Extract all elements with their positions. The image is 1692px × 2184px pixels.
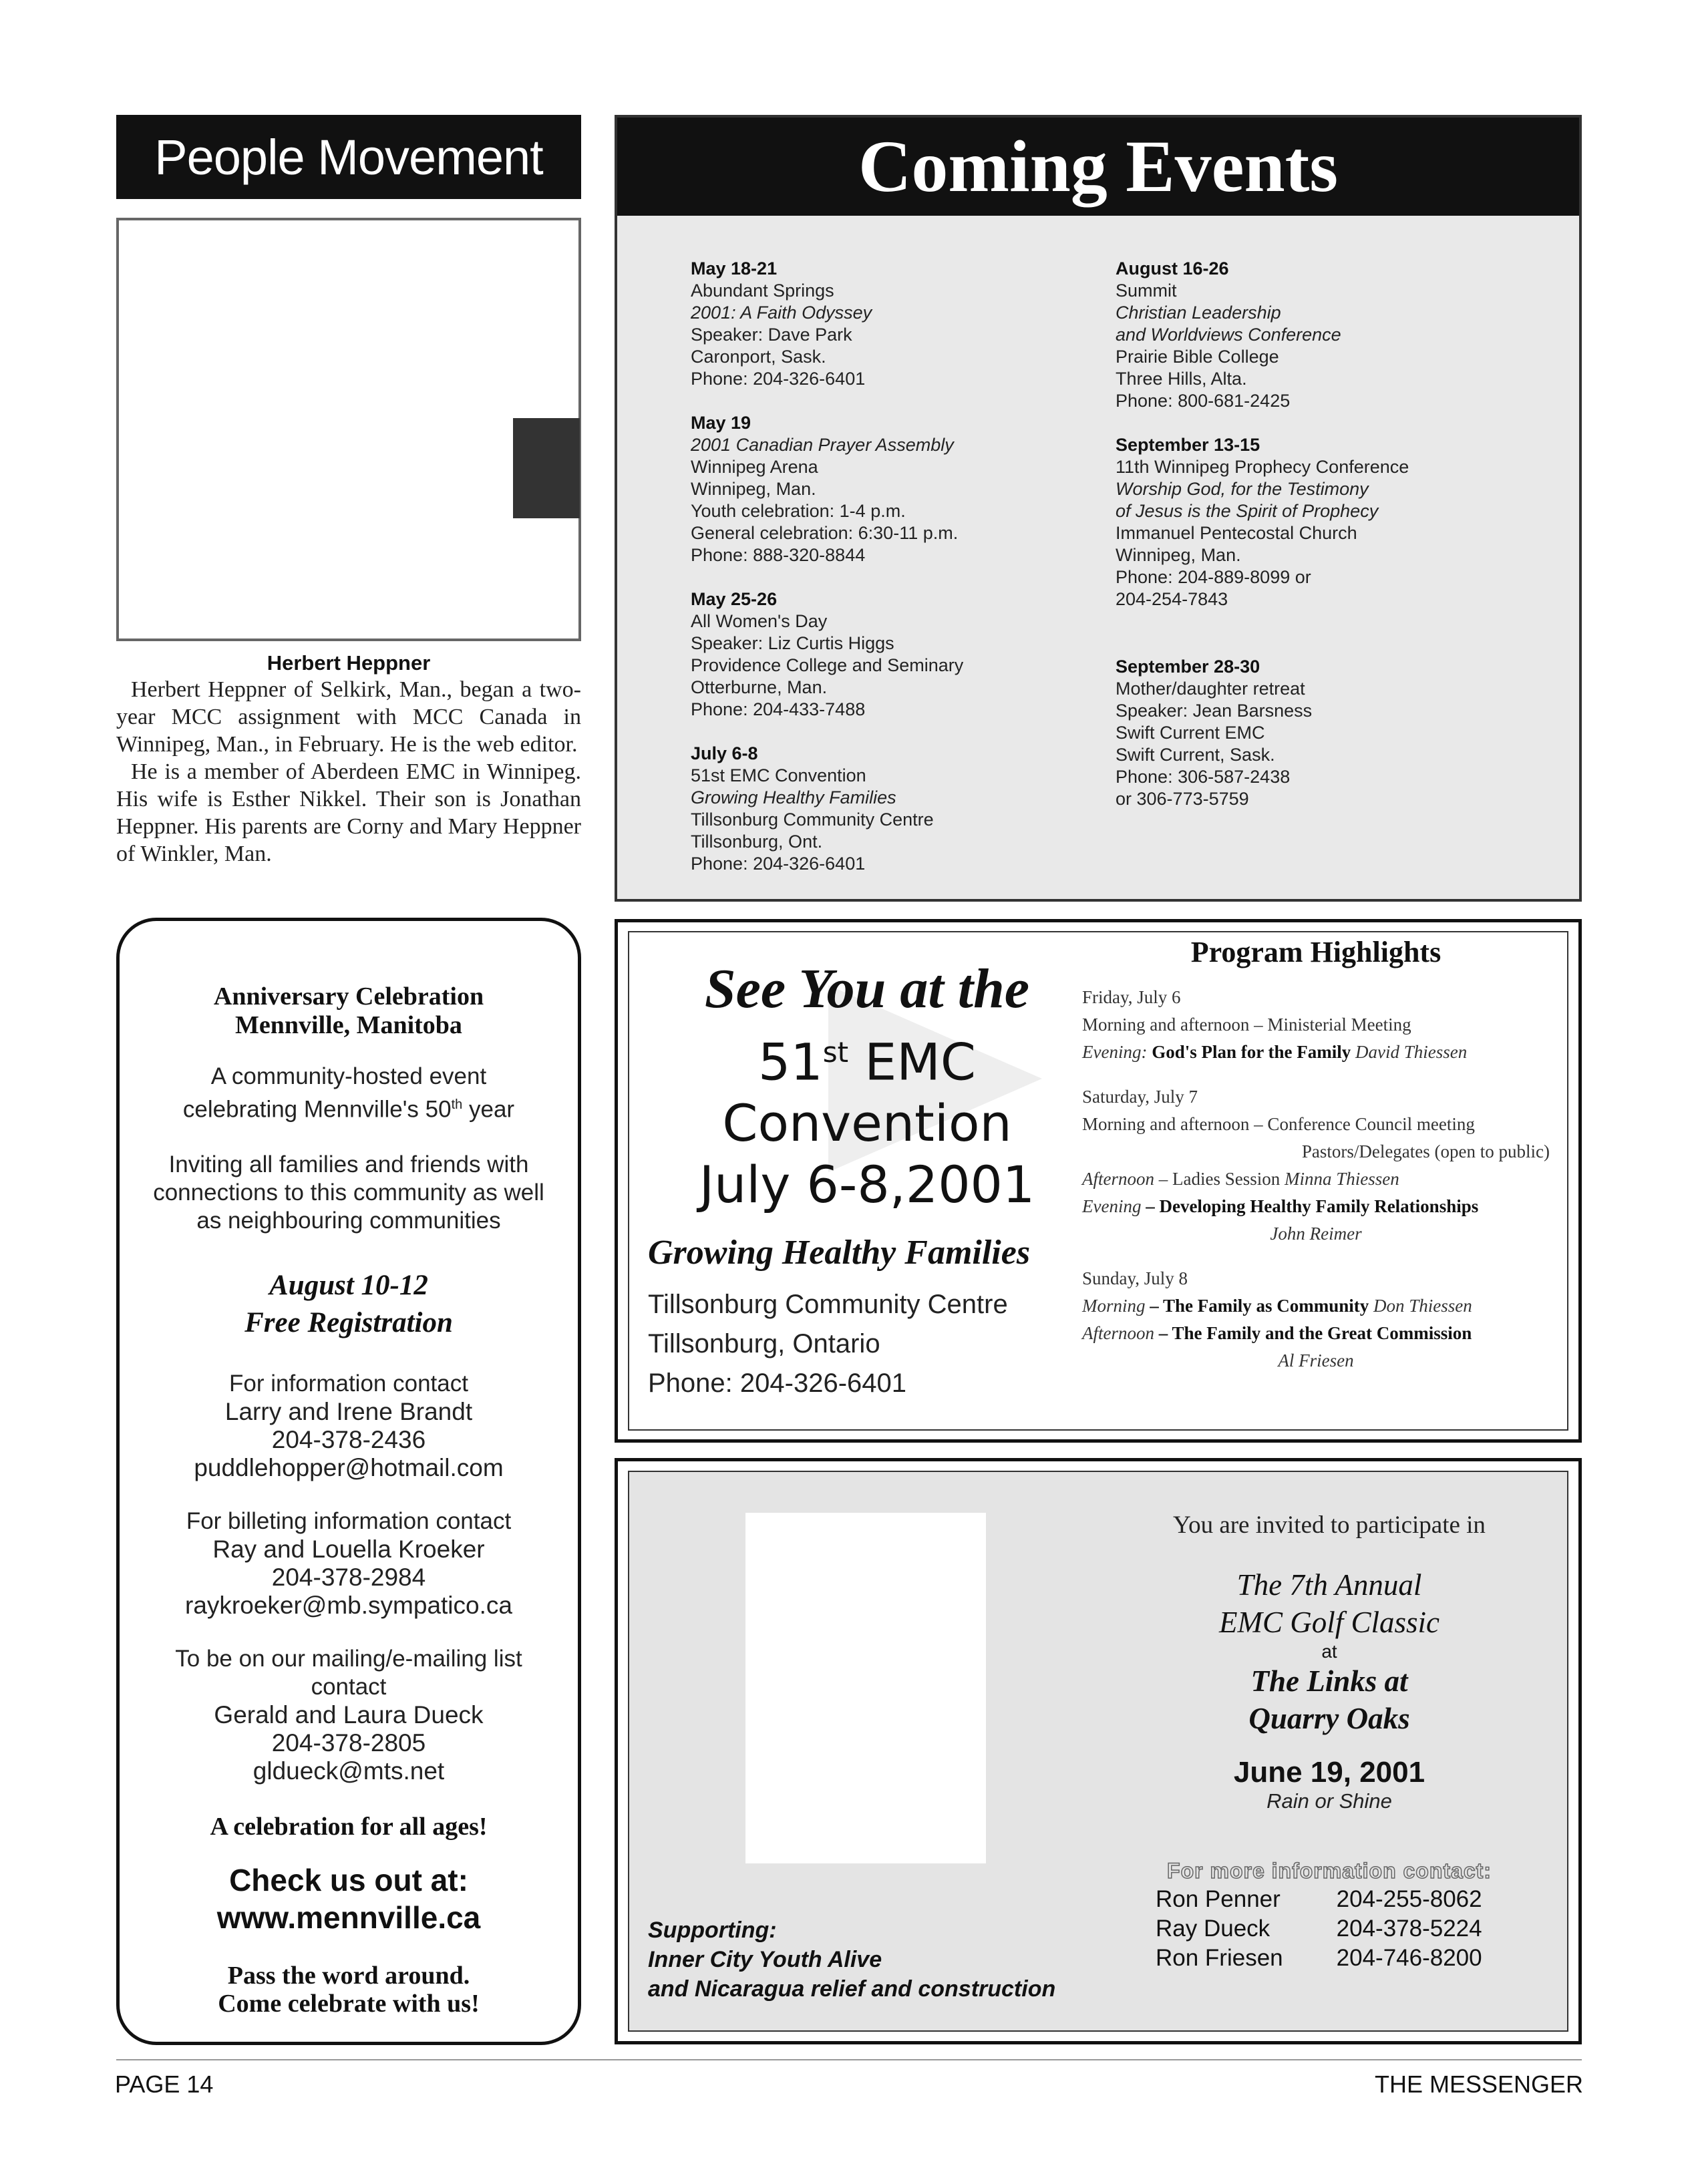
anniversary-invitation: Inviting all families and friends with connections to this community as well as neighbouring communities	[153, 1151, 544, 1234]
closing-message: Pass the word around. Come celebrate with us!	[218, 1961, 480, 2018]
event-detail: General celebration: 6:30-11 p.m.	[691, 523, 959, 543]
golf-venue: The Links at Quarry Oaks	[1248, 1664, 1410, 1735]
event-detail: Prairie Bible College	[1116, 347, 1279, 367]
all-ages-tagline: A celebration for all ages!	[210, 1812, 488, 1841]
event-detail: Winnipeg, Man.	[1116, 545, 1241, 565]
event-detail: or 306-773-5759	[1116, 789, 1249, 809]
page-number: PAGE 14	[115, 2070, 214, 2098]
program-day-friday: Friday, July 6 Morning and afternoon – Ministerial Meeting Evening: God's Plan for the Family David Thiessen	[1082, 987, 1468, 1062]
contact-phone: 204-378-5224	[1336, 1916, 1482, 1942]
event-detail: Tillsonburg, Ont.	[691, 832, 823, 852]
event-detail: Caronport, Sask.	[691, 347, 826, 367]
event-entry	[691, 258, 1065, 390]
event-detail: Winnipeg, Man.	[691, 479, 816, 499]
event-detail: Christian Leadership	[1116, 303, 1281, 323]
event-date: July 6-8	[691, 743, 758, 763]
contact-name: Ron Friesen	[1156, 1945, 1283, 1971]
event-entry	[691, 743, 1065, 875]
contact-email: raykroeker@mb.sympatico.ca	[185, 1591, 512, 1619]
event-entry	[691, 412, 1065, 566]
event-detail: Tillsonburg Community Centre	[691, 809, 934, 830]
golf-contacts: For more information contact: Ron Penner 204-255-8062 Ray Dueck 204-378-5224 Ron Friesen 204-746-8200	[1116, 1859, 1543, 1974]
golf-contact-table	[1156, 1886, 1482, 1974]
event-date: September 13-15	[1116, 435, 1260, 455]
article-paragraph: He is a member of Aberdeen EMC in Winnipeg. His wife is Esther Nikkel. Their son is Jonathan Heppner. His parents are Corny and Mary Heppner of Winkler, Man.	[116, 759, 581, 866]
event-detail: Speaker: Liz Curtis Higgs	[691, 633, 894, 653]
event-detail: 2001: A Faith Odyssey	[691, 303, 872, 323]
event-detail: of Jesus is the Spirit of Prophecy	[1116, 501, 1379, 521]
event-detail: 51st EMC Convention	[691, 765, 866, 785]
mailing-list-contact: To be on our mailing/e-mailing list contact Gerald and Laura Dueck 204-378-2805 gldueck@mts.net	[120, 1645, 578, 1785]
contact-name: Ron Penner	[1156, 1886, 1281, 1912]
people-movement-article	[116, 676, 581, 868]
event-detail: 11th Winnipeg Prophecy Conference	[1116, 457, 1409, 477]
anniversary-intro: A community-hosted event celebrating Mennville's 50th year	[182, 1063, 515, 1123]
event-detail: Speaker: Jean Barsness	[1116, 701, 1313, 721]
event-detail: Phone: 888-320-8844	[691, 545, 866, 565]
convention-title: 51st EMC Convention July 6-8,2001	[699, 1032, 1035, 1215]
website-link: www.mennville.ca	[216, 1899, 481, 1935]
event-detail: Swift Current EMC	[1116, 723, 1265, 743]
event-date: May 25-26	[691, 589, 778, 609]
event-date: May 18-21	[691, 258, 778, 279]
article-paragraph: Herbert Heppner of Selkirk, Man., began a two-year MCC assignment with MCC Canada in Winnipeg, Man., in February. He is the web editor.	[116, 677, 581, 757]
event-detail: and Worldviews Conference	[1116, 325, 1341, 345]
events-column-right	[1116, 258, 1490, 832]
convention-venue: Tillsonburg Community Centre Tillsonburg, Ontario Phone: 204-326-6401	[648, 1290, 1008, 1398]
anniversary-title: Anniversary Celebration Mennville, Manitoba	[213, 982, 484, 1039]
event-detail: Youth celebration: 1-4 p.m.	[691, 501, 906, 521]
event-detail: Phone: 204-326-6401	[691, 854, 866, 874]
event-detail: Phone: 204-433-7488	[691, 699, 866, 719]
convention-theme: Growing Healthy Families	[648, 1234, 1031, 1272]
event-date: September 28-30	[1116, 657, 1260, 677]
contact-phone: 204-255-8062	[1336, 1886, 1482, 1912]
event-detail: All Women's Day	[691, 611, 828, 631]
golf-event-name: The 7th Annual EMC Golf Classic	[1218, 1568, 1440, 1639]
contact-email: gldueck@mts.net	[252, 1757, 445, 1785]
golf-event-details: You are invited to participate in The 7th Annual EMC Golf Classic at The Links at Quarry Oaks June 19, 2001 Rain or Shine	[1122, 1511, 1536, 1813]
events-column-left	[691, 258, 1065, 897]
see-you-headline: See You at the	[704, 958, 1030, 1020]
event-detail: Summit	[1116, 281, 1177, 301]
program-title: Program Highlights	[1190, 936, 1442, 968]
photo-caption: Herbert Heppner	[267, 651, 431, 675]
golf-contact-row	[1156, 1945, 1482, 1974]
info-contact: For information contact Larry and Irene Brandt 204-378-2436 puddlehopper@hotmail.com	[120, 1370, 578, 1482]
event-detail: Winnipeg Arena	[691, 457, 818, 477]
event-detail: Three Hills, Alta.	[1116, 369, 1247, 389]
coming-events-header: Coming Events	[617, 118, 1579, 216]
contact-email: puddlehopper@hotmail.com	[194, 1453, 504, 1481]
event-detail: Worship God, for the Testimony	[1116, 479, 1369, 499]
event-detail: Providence College and Seminary	[691, 655, 964, 675]
golf-photo	[745, 1513, 986, 1863]
golf-supporting: Supporting: Inner City Youth Alive and Nicaragua relief and construction	[648, 1918, 1056, 2002]
event-detail: Phone: 800-681-2425	[1116, 391, 1291, 411]
anniversary-dates: August 10-12 Free Registration	[244, 1269, 453, 1338]
event-entry	[1116, 258, 1490, 412]
event-entry	[1116, 656, 1490, 810]
program-day-sunday: Sunday, July 8 Morning – The Family as Community Don Thiessen Afternoon – The Family and the Great Commission Al Friesen	[1082, 1268, 1472, 1371]
golf-contact-row	[1156, 1916, 1482, 1945]
contact-name: Ray Dueck	[1156, 1916, 1271, 1942]
program-highlights	[1082, 935, 1550, 1392]
golf-contact-row	[1156, 1886, 1482, 1916]
golf-date: June 19, 2001	[1233, 1756, 1425, 1789]
event-date: August 16-26	[1116, 258, 1229, 279]
event-detail: Swift Current, Sask.	[1116, 745, 1275, 765]
anniversary-celebration-ad	[116, 918, 581, 2045]
event-detail: Phone: 306-587-2438	[1116, 767, 1291, 787]
event-detail: 204-254-7843	[1116, 589, 1228, 609]
event-detail: Mother/daughter retreat	[1116, 679, 1305, 699]
website-callout: Check us out at: www.mennville.ca	[120, 1861, 578, 1936]
event-detail: Speaker: Dave Park	[691, 325, 852, 345]
event-date: May 19	[691, 413, 751, 433]
billeting-contact: For billeting information contact Ray and Louella Kroeker 204-378-2984 raykroeker@mb.sympatico.ca	[120, 1507, 578, 1620]
people-movement-header: People Movement	[116, 115, 581, 199]
event-detail: Growing Healthy Families	[691, 787, 896, 807]
event-entry	[691, 588, 1065, 721]
event-entry	[1116, 434, 1490, 610]
publication-name: THE MESSENGER	[1374, 2070, 1583, 2098]
event-detail: Phone: 204-326-6401	[691, 369, 866, 389]
event-detail: Immanuel Pentecostal Church	[1116, 523, 1357, 543]
program-day-saturday: Saturday, July 7 Morning and afternoon – Conference Council meeting Pastors/Delegates (open to public) Afternoon – Ladies Session Minna Thiessen Evening – Developing Healthy Family Relationships John Reimer	[1082, 1087, 1550, 1244]
event-detail: Phone: 204-889-8099 or	[1116, 567, 1311, 587]
contact-phone: 204-746-8200	[1336, 1945, 1482, 1971]
event-detail: Abundant Springs	[691, 281, 834, 301]
event-detail: Otterburne, Man.	[691, 677, 828, 697]
event-detail: 2001 Canadian Prayer Assembly	[691, 435, 954, 455]
footer-divider	[116, 2059, 1582, 2060]
herbert-heppner-photo	[116, 218, 581, 641]
